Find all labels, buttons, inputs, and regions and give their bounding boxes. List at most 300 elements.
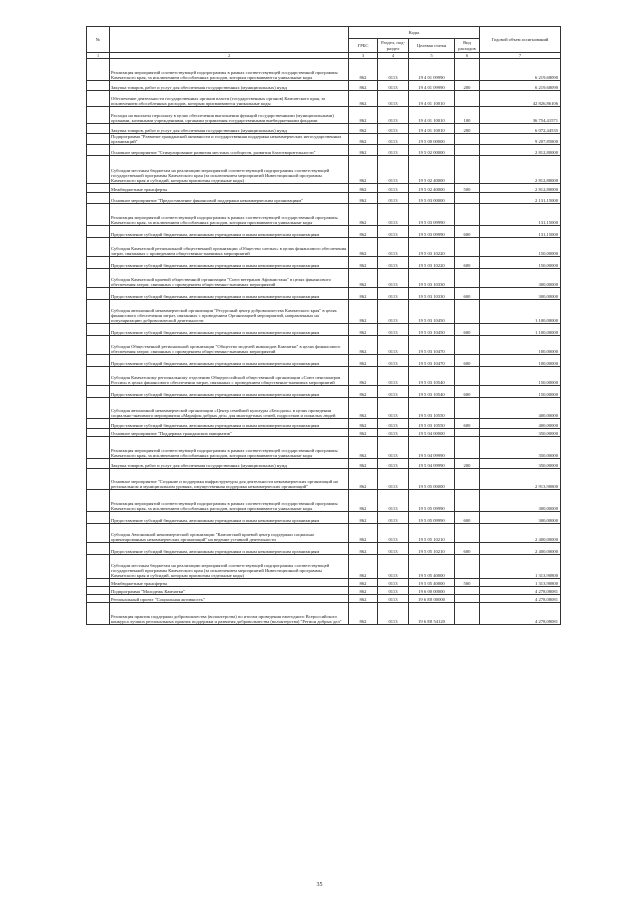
expense-type-cell [455,193,480,204]
table-row [87,355,561,367]
table-row [87,459,561,469]
grbs-cell: 862 [349,579,378,587]
row-number-cell [87,81,110,91]
row-number-cell [87,543,110,555]
amount-cell: 150,00000 [480,386,561,398]
table-row [87,300,561,324]
grbs-cell: 862 [349,437,378,459]
row-number-cell [87,524,110,543]
grbs-cell: 862 [349,587,378,595]
row-number-cell [87,193,110,204]
expense-type-cell: 600 [455,257,480,269]
amount-cell: 131,15000 [480,226,561,238]
item-name-cell: Предоставление субсидий бюджетным, автономным учреждениям и иным некоммерческим организациям [110,226,349,238]
grbs-cell: 862 [349,204,378,226]
budget-table-sheet [86,26,560,625]
section-cell: 0113 [378,543,409,555]
section-cell: 0113 [378,512,409,524]
section-cell: 0113 [378,603,409,625]
grbs-cell: 862 [349,193,378,204]
table-row [87,124,561,134]
item-name-cell: Основное мероприятие "Предоставление финансовой поддержки некоммерческим организациям" [110,193,349,204]
section-cell: 0113 [378,238,409,257]
table-row [87,145,561,156]
item-name-cell: Основное мероприятие "Стимулирование развития местных сообществ, развития благотворительности" [110,145,349,156]
row-number-cell [87,134,110,145]
row-number-cell [87,490,110,512]
target-article-cell: 19 4 01 10010 [409,124,455,134]
grbs-cell: 862 [349,145,378,156]
header-number: № [87,27,110,53]
item-name-cell: Субсидии местным бюджетам на реализацию мероприятий соответствующей подпрограммы соответствующей государственной программы Камчатского края (за исключением мероприятий Инвестиционной программы Камчатского края и субсидий, которым присвоены отдельные коды) [110,555,349,579]
table-row [87,490,561,512]
expense-type-cell: 600 [455,324,480,336]
header-codes: Коды [349,27,480,39]
section-cell: 0113 [378,459,409,469]
item-name-cell: Межбюджетные трансферты [110,184,349,193]
target-article-cell: 19 5 05 40000 [409,579,455,587]
grbs-cell: 862 [349,398,378,419]
row-number-cell [87,469,110,490]
amount-cell: 2 812,80000 [480,184,561,193]
expense-type-cell: 600 [455,355,480,367]
item-name-cell: Субсидии местным бюджетам на реализацию мероприятий соответствующей подпрограммы соответствующей государственной программы Камчатского края (за исключением мероприятий Инвестиционной программы Камчатского края и субсидий, которым присвоены отдельные коды) [110,156,349,184]
amount-cell: 150,00000 [480,257,561,269]
item-name-cell: Закупка товаров, работ и услуг для обеспечения государственных (муниципальных) нужд [110,124,349,134]
item-name-cell: Расходы на выплаты персоналу в целях обеспечения выполнения функций государственными (муниципальными) органами, казенными учреждениями, органами управления государственными внебюджетными фондами [110,107,349,124]
grbs-cell: 862 [349,81,378,91]
target-article-cell: 19 5 03 10550 [409,419,455,429]
amount-cell: 1 313,90800 [480,555,561,579]
target-article-cell: 19 5 03 10470 [409,336,455,355]
row-number-cell [87,257,110,269]
expense-type-cell: 600 [455,386,480,398]
header-name [110,27,349,53]
item-name-cell: Реализация практик поддержки добровольчества (волонтерства) по итогам проведения ежегодного Всероссийского конкурса лучших региональных практик поддержки и развития добровольчества (волонтерства) "Регион добрых дел" [110,603,349,625]
target-article-cell: 19 6 E8 00000 [409,595,455,603]
target-article-cell: 19 5 05 40000 [409,555,455,579]
row-number-cell [87,324,110,336]
section-cell: 0113 [378,193,409,204]
expense-type-cell [455,367,480,386]
row-number-cell [87,459,110,469]
section-cell: 0113 [378,226,409,238]
header-grbs: ГРБС [349,39,378,53]
column-number: 3 [349,53,378,59]
row-number-cell [87,398,110,419]
row-number-cell [87,579,110,587]
amount-cell: 6 219,68090 [480,81,561,91]
grbs-cell: 862 [349,336,378,355]
table-row [87,324,561,336]
row-number-cell [87,603,110,625]
target-article-cell: 19 4 01 10010 [409,91,455,107]
target-article-cell: 19 5 03 10450 [409,300,455,324]
item-name-cell: Предоставление субсидий бюджетным, автономным учреждениям и иным некоммерческим организациям [110,419,349,429]
item-name-cell: Предоставление субсидий бюджетным, автономным учреждениям и иным некоммерческим организациям [110,257,349,269]
grbs-cell: 862 [349,555,378,579]
target-article-cell: 19 5 04 09990 [409,459,455,469]
section-cell: 0113 [378,386,409,398]
section-cell: 0113 [378,145,409,156]
table-row [87,419,561,429]
table-row [87,336,561,355]
table-row [87,367,561,386]
target-article-cell: 19 5 03 10550 [409,398,455,419]
amount-cell: 9 207,85800 [480,134,561,145]
target-article-cell: 19 5 03 10470 [409,355,455,367]
table-row [87,204,561,226]
target-article-cell: 19 4 01 09990 [409,81,455,91]
row-number-cell [87,204,110,226]
item-name-cell: Обеспечение деятельности государственных органов власти (государственных органов) Камчатского края, за исключением обособленных расходов, которым присваиваются уникальные коды [110,91,349,107]
expense-type-cell [455,59,480,81]
item-name-cell: Предоставление субсидий бюджетным, автономным учреждениям и иным некоммерческим организациям [110,355,349,367]
item-name-cell: Закупка товаров, работ и услуг для обеспечения государственных (муниципальных) нужд [110,459,349,469]
header-target: Целевая статья [409,39,455,53]
grbs-cell: 862 [349,469,378,490]
target-article-cell: 19 5 05 00000 [409,469,455,490]
item-name-cell: Субсидия Камчатскому региональному отделению Общероссийской общественной организации «Союз пенсионеров России» в целях финансового обеспечения затрат, связанных с проведением общественно-значимых мероприятий [110,367,349,386]
item-name-cell: Предоставление субсидий бюджетным, автономным учреждениям и иным некоммерческим организациям [110,324,349,336]
section-cell: 0113 [378,107,409,124]
grbs-cell: 862 [349,324,378,336]
expense-type-cell [455,524,480,543]
expense-type-cell [455,336,480,355]
expense-type-cell: 100 [455,107,480,124]
target-article-cell: 19 5 03 10330 [409,288,455,300]
amount-cell: 2 131,15000 [480,193,561,204]
table-row [87,257,561,269]
table-row [87,156,561,184]
amount-cell: 350,00000 [480,459,561,469]
row-number-cell [87,107,110,124]
target-article-cell: 19 5 04 00000 [409,429,455,437]
section-cell: 0113 [378,336,409,355]
item-name-cell: Основное мероприятие "Создание и поддержка инфраструктуры для деятельности некоммерческих организаций на региональном и муниципальном уровнях, имущественная поддержка некоммерческих организаций" [110,469,349,490]
row-number-cell [87,59,110,81]
table-row [87,437,561,459]
item-name-cell: Субсидия автономной некоммерческой организации «Центр семейной культуры «Белодаль» в целях проведения социально-значимого мероприятия «Марафон добрых дел» для многодетных семей, подростков и пожилых людей [110,398,349,419]
target-article-cell: 19 5 03 00000 [409,193,455,204]
amount-cell: 4 278,08081 [480,587,561,595]
column-number: 4 [378,53,409,59]
amount-cell: 300,00000 [480,490,561,512]
amount-cell: 1 100,00000 [480,324,561,336]
row-number-cell [87,145,110,156]
page-number: 35 [316,882,323,888]
expense-type-cell [455,398,480,419]
item-name-cell: Субсидия Камчатской краевой общественной организации "Союз ветеранов Афганистана" в целях финансового обеспечения затрат, связанных с проведением общественно-значимых мероприятий [110,269,349,288]
amount-cell: 4 278,08081 [480,595,561,603]
amount-cell: 6 219,68090 [480,59,561,81]
grbs-cell: 862 [349,59,378,81]
amount-cell: 350,00000 [480,429,561,437]
amount-cell: 300,00000 [480,512,561,524]
row-number-cell [87,288,110,300]
item-name-cell: Региональный проект "Социальная активность" [110,595,349,603]
expense-type-cell [455,145,480,156]
grbs-cell: 862 [349,595,378,603]
grbs-cell: 862 [349,459,378,469]
expense-type-cell [455,134,480,145]
row-number-cell [87,429,110,437]
row-number-cell [87,300,110,324]
amount-cell: 2 812,80000 [480,156,561,184]
expense-type-cell: 600 [455,419,480,429]
grbs-cell: 862 [349,226,378,238]
section-cell: 0113 [378,300,409,324]
amount-cell: 1 313,90800 [480,579,561,587]
section-cell: 0113 [378,324,409,336]
table-row [87,429,561,437]
column-number: 6 [455,53,480,59]
target-article-cell: 19 5 04 09990 [409,437,455,459]
section-cell: 0113 [378,91,409,107]
grbs-cell: 862 [349,367,378,386]
grbs-cell: 862 [349,184,378,193]
grbs-cell: 862 [349,429,378,437]
expense-type-cell [455,587,480,595]
item-name-cell: Субсидия Камчатской региональной общественной организации «Общество слепых» в целях финансового обеспечения затрат, связанных с проведением общественно-значимых мероприятий [110,238,349,257]
section-cell: 0113 [378,355,409,367]
amount-cell: 1 100,00000 [480,300,561,324]
section-cell: 0113 [378,579,409,587]
amount-cell: 2 812,80000 [480,145,561,156]
grbs-cell: 862 [349,288,378,300]
amount-cell: 100,00000 [480,355,561,367]
expense-type-cell [455,490,480,512]
item-name-cell: Предоставление субсидий бюджетным, автономным учреждениям и иным некоммерческим организациям [110,288,349,300]
section-cell: 0113 [378,204,409,226]
table-row [87,269,561,288]
target-article-cell: 19 5 02 40000 [409,184,455,193]
table-row [87,134,561,145]
table-row [87,91,561,107]
column-number: 5 [409,53,455,59]
row-number-cell [87,587,110,595]
table-row [87,288,561,300]
section-cell: 0113 [378,398,409,419]
table-row [87,398,561,419]
item-name-cell: Реализация мероприятий соответствующей подпрограммы в рамках соответствующей государственной программы Камчатского края, за исключением обособленных расходов, которым присваиваются уникальные коды [110,59,349,81]
grbs-cell: 862 [349,124,378,134]
amount-cell: 6 072,44535 [480,124,561,134]
target-article-cell: 19 5 05 10210 [409,524,455,543]
expense-type-cell: 600 [455,543,480,555]
expense-type-cell [455,595,480,603]
expense-type-cell [455,269,480,288]
target-article-cell: 19 4 01 09990 [409,59,455,81]
section-cell: 0113 [378,269,409,288]
grbs-cell: 862 [349,355,378,367]
section-cell: 0113 [378,437,409,459]
section-cell: 0113 [378,490,409,512]
expense-type-cell [455,429,480,437]
section-cell: 0113 [378,429,409,437]
grbs-cell: 862 [349,91,378,107]
item-name-cell: Предоставление субсидий бюджетным, автономным учреждениям и иным некоммерческим организациям [110,543,349,555]
expense-type-cell: 500 [455,579,480,587]
row-number-cell [87,238,110,257]
item-name-cell: Субсидия Автономной некоммерческой организации "Камчатский краевой центр поддержки социально ориентированных некоммерческих организаций" на ведение уставной деятельности [110,524,349,543]
expense-type-cell: 200 [455,124,480,134]
amount-cell: 350,00000 [480,437,561,459]
table-row [87,587,561,595]
grbs-cell: 862 [349,386,378,398]
target-article-cell: 19 5 05 09990 [409,512,455,524]
section-cell: 0113 [378,124,409,134]
section-cell: 0113 [378,59,409,81]
item-name-cell: Предоставление субсидий бюджетным, автономным учреждениям и иным некоммерческим организациям [110,386,349,398]
row-number-cell [87,269,110,288]
section-cell: 0113 [378,257,409,269]
amount-cell: 150,00000 [480,238,561,257]
grbs-cell: 862 [349,512,378,524]
section-cell: 0113 [378,367,409,386]
row-number-cell [87,184,110,193]
amount-cell: 2 913,90800 [480,469,561,490]
target-article-cell: 19 5 03 10450 [409,324,455,336]
grbs-cell: 862 [349,156,378,184]
column-number: 7 [480,53,561,59]
budget-table [86,26,561,625]
expense-type-cell: 600 [455,512,480,524]
table-row [87,226,561,238]
table-row [87,193,561,204]
grbs-cell: 862 [349,107,378,124]
table-row [87,59,561,81]
expense-type-cell [455,437,480,459]
target-article-cell: 19 5 03 09990 [409,204,455,226]
table-row [87,81,561,91]
expense-type-cell: 600 [455,226,480,238]
section-cell: 0113 [378,469,409,490]
table-row [87,469,561,490]
expense-type-cell [455,156,480,184]
grbs-cell: 862 [349,524,378,543]
section-cell: 0113 [378,595,409,603]
item-name-cell: Межбюджетные трансферты [110,579,349,587]
amount-cell: 100,00000 [480,336,561,355]
grbs-cell: 862 [349,257,378,269]
expense-type-cell [455,469,480,490]
row-number-cell [87,595,110,603]
item-name-cell: Реализация мероприятий соответствующей подпрограммы в рамках соответствующей государственной программы Камчатского края, за исключением обособленных расходов, которым присваиваются уникальные коды [110,490,349,512]
table-row [87,184,561,193]
grbs-cell: 862 [349,603,378,625]
item-name-cell: Предоставление субсидий бюджетным, автономным учреждениям и иным некоммерческим организациям [110,512,349,524]
target-article-cell: 19 5 03 10540 [409,367,455,386]
grbs-cell: 862 [349,134,378,145]
target-article-cell: 19 5 03 10220 [409,257,455,269]
row-number-cell [87,91,110,107]
item-name-cell: Закупка товаров, работ и услуг для обеспечения государственных (муниципальных) нужд [110,81,349,91]
item-name-cell: Субсидия автономной некоммерческой организации "Ресурсный центр добровольчества Камчатского края" в целях финансового обеспечения затрат, связанных с проведением Организацией мероприятий, направленных на популяризацию добровольческой деятельности [110,300,349,324]
target-article-cell: 19 5 03 09990 [409,226,455,238]
expense-type-cell [455,91,480,107]
target-article-cell: 19 5 03 10540 [409,386,455,398]
section-cell: 0113 [378,156,409,184]
target-article-cell: 19 5 03 10220 [409,238,455,257]
target-article-cell: 19 5 00 00000 [409,134,455,145]
table-row [87,555,561,579]
row-number-cell [87,555,110,579]
grbs-cell: 862 [349,490,378,512]
header-expense-type: Вид расходов [455,39,480,53]
amount-cell: 300,00000 [480,269,561,288]
section-cell: 0113 [378,419,409,429]
section-cell: 0113 [378,555,409,579]
amount-cell: 42 826,86106 [480,91,561,107]
column-number: 1 [87,53,110,59]
item-name-cell: Субсидия Общественной региональной организации "Общество моделей инвалидов Камчатки" в целях финансового обеспечения затрат, связанных с проведением общественно-значимых мероприятий [110,336,349,355]
amount-cell: 131,15000 [480,204,561,226]
expense-type-cell: 500 [455,184,480,193]
target-article-cell: 19 6 00 00000 [409,587,455,595]
grbs-cell: 862 [349,269,378,288]
table-body [87,59,561,625]
column-number: 2 [110,53,349,59]
amount-cell: 2 400,00000 [480,524,561,543]
table-row [87,107,561,124]
row-number-cell [87,226,110,238]
expense-type-cell [455,204,480,226]
item-name-cell: Подпрограмма "Развитие гражданской активности и государственная поддержка некоммерческих негосударственных организаций" [110,134,349,145]
target-article-cell: 19 4 01 10010 [409,107,455,124]
table-row [87,579,561,587]
row-number-cell [87,386,110,398]
expense-type-cell: 200 [455,459,480,469]
target-article-cell: 19 5 05 09990 [409,490,455,512]
expense-type-cell: 600 [455,288,480,300]
item-name-cell: Реализация мероприятий соответствующей подпрограммы в рамках соответствующей государственной программы Камчатского края, за исключением обособленных расходов, которым присваиваются уникальные коды [110,437,349,459]
expense-type-cell [455,300,480,324]
table-row [87,603,561,625]
row-number-cell [87,367,110,386]
row-number-cell [87,124,110,134]
table-row [87,238,561,257]
grbs-cell: 862 [349,300,378,324]
table-row [87,543,561,555]
target-article-cell: 19 5 02 40000 [409,156,455,184]
expense-type-cell [455,238,480,257]
header-section: Раздел, под-раздел [378,39,409,53]
amount-cell: 400,00000 [480,398,561,419]
section-cell: 0113 [378,288,409,300]
amount-cell: 400,00000 [480,419,561,429]
item-name-cell: Основное мероприятие "Поддержка гражданских инициатив" [110,429,349,437]
expense-type-cell: 200 [455,81,480,91]
amount-cell: 4 278,08081 [480,603,561,625]
table-row [87,386,561,398]
row-number-cell [87,156,110,184]
section-cell: 0113 [378,524,409,543]
expense-type-cell [455,555,480,579]
item-name-cell: Реализация мероприятий соответствующей подпрограммы в рамках соответствующей государственной программы Камчатского края, за исключением обособленных расходов, которым присваиваются уникальные коды [110,204,349,226]
item-name-cell: Подпрограмма "Молодежь Камчатки" [110,587,349,595]
table-row [87,512,561,524]
section-cell: 0113 [378,587,409,595]
row-number-cell [87,355,110,367]
row-number-cell [87,336,110,355]
expense-type-cell [455,603,480,625]
amount-cell: 36 754,41571 [480,107,561,124]
grbs-cell: 862 [349,543,378,555]
amount-cell: 2 400,00000 [480,543,561,555]
target-article-cell: 19 6 E8 54120 [409,603,455,625]
row-number-cell [87,419,110,429]
